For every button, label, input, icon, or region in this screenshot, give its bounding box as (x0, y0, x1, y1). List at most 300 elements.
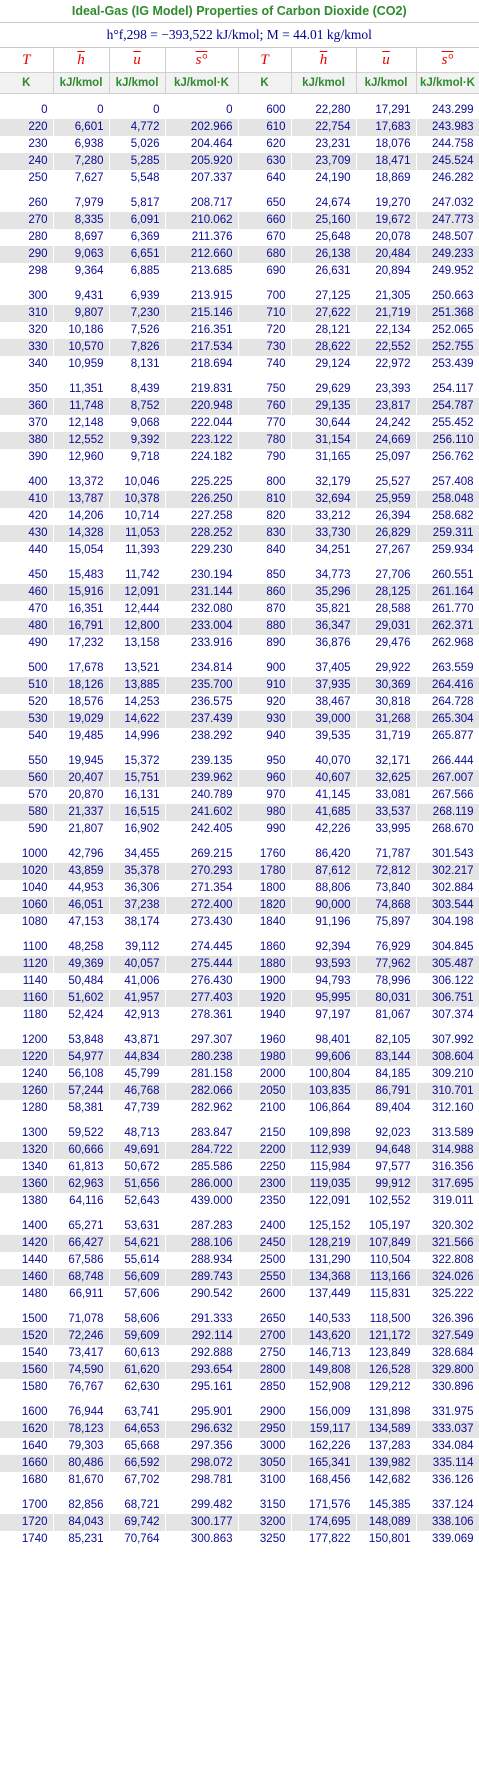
enthalpy-cell: 62,963 (53, 1176, 109, 1193)
enthalpy-cell: 46,051 (53, 897, 109, 914)
internal-energy-cell-2: 72,812 (356, 863, 416, 880)
table-row (0, 863, 479, 880)
table-row (0, 1379, 479, 1396)
internal-energy-cell: 11,393 (109, 542, 165, 559)
separator-cell (0, 838, 479, 846)
entropy-cell-2: 243.299 (416, 102, 479, 119)
entropy-cell-2: 324.026 (416, 1269, 479, 1286)
temp-cell: 1560 (0, 1362, 53, 1379)
entropy-cell-2: 320.302 (416, 1218, 479, 1235)
enthalpy-cell-2: 32,694 (291, 491, 356, 508)
entropy-cell: 213.685 (165, 263, 238, 280)
enthalpy-cell-2: 119,035 (291, 1176, 356, 1193)
enthalpy-cell: 84,043 (53, 1514, 109, 1531)
temp-cell: 300 (0, 288, 53, 305)
temp-cell: 1060 (0, 897, 53, 914)
enthalpy-cell: 78,123 (53, 1421, 109, 1438)
entropy-cell: 216.351 (165, 322, 238, 339)
temp-cell-2: 2050 (238, 1083, 291, 1100)
unit-t-2: K (238, 73, 291, 94)
enthalpy-cell: 9,063 (53, 246, 109, 263)
temp-cell-2: 1940 (238, 1007, 291, 1024)
entropy-cell: 296.632 (165, 1421, 238, 1438)
internal-energy-cell-2: 23,817 (356, 398, 416, 415)
enthalpy-cell-2: 33,212 (291, 508, 356, 525)
internal-energy-cell-2: 17,291 (356, 102, 416, 119)
internal-energy-cell-2: 21,719 (356, 305, 416, 322)
temp-cell-2: 900 (238, 660, 291, 677)
internal-energy-cell: 42,913 (109, 1007, 165, 1024)
entropy-cell-2: 259.311 (416, 525, 479, 542)
enthalpy-cell-2: 22,280 (291, 102, 356, 119)
table-row (0, 821, 479, 838)
units-header-row (0, 73, 479, 94)
internal-energy-cell: 6,885 (109, 263, 165, 280)
temp-cell: 1620 (0, 1421, 53, 1438)
temp-cell: 510 (0, 677, 53, 694)
temp-cell-2: 670 (238, 229, 291, 246)
temp-cell: 1300 (0, 1125, 53, 1142)
enthalpy-cell: 9,431 (53, 288, 109, 305)
table-row (0, 1497, 479, 1514)
enthalpy-cell: 9,364 (53, 263, 109, 280)
enthalpy-cell-2: 41,685 (291, 804, 356, 821)
entropy-cell-2: 265.304 (416, 711, 479, 728)
internal-energy-cell-2: 126,528 (356, 1362, 416, 1379)
temp-cell-2: 2350 (238, 1193, 291, 1210)
temp-cell: 0 (0, 102, 53, 119)
entropy-cell: 212.660 (165, 246, 238, 263)
enthalpy-cell-2: 115,984 (291, 1159, 356, 1176)
internal-energy-cell: 14,996 (109, 728, 165, 745)
temp-cell-2: 3050 (238, 1455, 291, 1472)
enthalpy-cell-2: 38,467 (291, 694, 356, 711)
entropy-cell-2: 328.684 (416, 1345, 479, 1362)
unit-s: kJ/kmol·K (165, 73, 238, 94)
enthalpy-cell-2: 177,822 (291, 1531, 356, 1548)
internal-energy-cell: 5,817 (109, 195, 165, 212)
entropy-cell-2: 338.106 (416, 1514, 479, 1531)
block-separator (0, 931, 479, 939)
internal-energy-cell-2: 107,849 (356, 1235, 416, 1252)
entropy-cell: 297.307 (165, 1032, 238, 1049)
enthalpy-cell-2: 34,773 (291, 567, 356, 584)
separator-cell (0, 1024, 479, 1032)
internal-energy-cell: 37,238 (109, 897, 165, 914)
enthalpy-cell: 67,586 (53, 1252, 109, 1269)
internal-energy-cell: 47,739 (109, 1100, 165, 1117)
internal-energy-cell: 59,609 (109, 1328, 165, 1345)
internal-energy-cell-2: 20,484 (356, 246, 416, 263)
temp-cell: 1380 (0, 1193, 53, 1210)
entropy-cell-2: 308.604 (416, 1049, 479, 1066)
internal-energy-cell-2: 21,305 (356, 288, 416, 305)
temp-cell-2: 720 (238, 322, 291, 339)
temp-cell: 1260 (0, 1083, 53, 1100)
temp-cell-2: 2950 (238, 1421, 291, 1438)
temp-cell-2: 760 (238, 398, 291, 415)
entropy-cell: 231.144 (165, 584, 238, 601)
enthalpy-cell: 50,484 (53, 973, 109, 990)
enthalpy-cell: 19,029 (53, 711, 109, 728)
internal-energy-cell: 13,521 (109, 660, 165, 677)
entropy-cell: 224.182 (165, 449, 238, 466)
temp-cell: 270 (0, 212, 53, 229)
enthalpy-cell-2: 25,160 (291, 212, 356, 229)
enthalpy-cell: 6,601 (53, 119, 109, 136)
entropy-cell: 270.293 (165, 863, 238, 880)
internal-energy-cell: 6,369 (109, 229, 165, 246)
entropy-cell-2: 334.084 (416, 1438, 479, 1455)
entropy-cell-2: 261.770 (416, 601, 479, 618)
internal-energy-cell-2: 129,212 (356, 1379, 416, 1396)
unit-u: kJ/kmol (109, 73, 165, 94)
entropy-cell: 208.717 (165, 195, 238, 212)
table-row (0, 1032, 479, 1049)
entropy-cell: 237.439 (165, 711, 238, 728)
internal-energy-cell-2: 148,089 (356, 1514, 416, 1531)
internal-energy-cell-2: 23,393 (356, 381, 416, 398)
internal-energy-cell: 67,702 (109, 1472, 165, 1489)
table-row (0, 1125, 479, 1142)
title-row (0, 0, 479, 23)
separator-cell (0, 931, 479, 939)
block-separator (0, 1024, 479, 1032)
internal-energy-cell-2: 113,166 (356, 1269, 416, 1286)
internal-energy-cell-2: 25,527 (356, 474, 416, 491)
table-row (0, 339, 479, 356)
temp-cell-2: 790 (238, 449, 291, 466)
entropy-cell: 299.482 (165, 1497, 238, 1514)
enthalpy-cell-2: 36,347 (291, 618, 356, 635)
col-header-t: T (0, 48, 53, 73)
internal-energy-cell-2: 118,500 (356, 1311, 416, 1328)
enthalpy-cell-2: 95,995 (291, 990, 356, 1007)
enthalpy-cell: 56,108 (53, 1066, 109, 1083)
enthalpy-cell: 7,979 (53, 195, 109, 212)
separator-cell (0, 1489, 479, 1497)
entropy-cell: 439.000 (165, 1193, 238, 1210)
internal-energy-cell-2: 105,197 (356, 1218, 416, 1235)
table-row (0, 618, 479, 635)
internal-energy-cell-2: 30,818 (356, 694, 416, 711)
internal-energy-cell-2: 20,894 (356, 263, 416, 280)
internal-energy-cell-2: 27,267 (356, 542, 416, 559)
internal-energy-cell: 43,871 (109, 1032, 165, 1049)
internal-energy-cell: 41,957 (109, 990, 165, 1007)
enthalpy-cell: 12,552 (53, 432, 109, 449)
table-row (0, 1235, 479, 1252)
table-row (0, 1311, 479, 1328)
subtitle-row (0, 23, 479, 48)
enthalpy-cell-2: 159,117 (291, 1421, 356, 1438)
temp-cell: 1040 (0, 880, 53, 897)
entropy-cell: 233.916 (165, 635, 238, 652)
internal-energy-cell-2: 102,552 (356, 1193, 416, 1210)
enthalpy-cell: 18,126 (53, 677, 109, 694)
temp-cell: 1640 (0, 1438, 53, 1455)
enthalpy-cell-2: 98,401 (291, 1032, 356, 1049)
temp-cell: 480 (0, 618, 53, 635)
internal-energy-cell-2: 142,682 (356, 1472, 416, 1489)
enthalpy-cell: 7,627 (53, 170, 109, 187)
internal-energy-cell: 7,526 (109, 322, 165, 339)
table-row (0, 584, 479, 601)
enthalpy-cell-2: 93,593 (291, 956, 356, 973)
enthalpy-cell-2: 128,219 (291, 1235, 356, 1252)
enthalpy-cell: 12,960 (53, 449, 109, 466)
enthalpy-cell-2: 40,607 (291, 770, 356, 787)
table-row (0, 914, 479, 931)
internal-energy-cell: 40,057 (109, 956, 165, 973)
enthalpy-cell-2: 106,864 (291, 1100, 356, 1117)
entropy-cell-2: 266.444 (416, 753, 479, 770)
col-header-s: s° (165, 48, 238, 73)
entropy-cell: 229.230 (165, 542, 238, 559)
entropy-cell: 291.333 (165, 1311, 238, 1328)
temp-cell-2: 710 (238, 305, 291, 322)
enthalpy-cell-2: 31,154 (291, 432, 356, 449)
enthalpy-cell: 16,791 (53, 618, 109, 635)
entropy-cell-2: 304.198 (416, 914, 479, 931)
entropy-cell-2: 321.566 (416, 1235, 479, 1252)
enthalpy-cell-2: 171,576 (291, 1497, 356, 1514)
entropy-cell-2: 268.670 (416, 821, 479, 838)
temp-cell-2: 950 (238, 753, 291, 770)
block-separator (0, 559, 479, 567)
entropy-cell: 218.694 (165, 356, 238, 373)
table-row (0, 229, 479, 246)
temp-cell: 420 (0, 508, 53, 525)
entropy-cell-2: 337.124 (416, 1497, 479, 1514)
unit-t: K (0, 73, 53, 94)
temp-cell: 590 (0, 821, 53, 838)
enthalpy-cell: 48,258 (53, 939, 109, 956)
entropy-cell: 288.106 (165, 1235, 238, 1252)
enthalpy-cell: 80,486 (53, 1455, 109, 1472)
internal-energy-cell-2: 26,394 (356, 508, 416, 525)
internal-energy-cell: 13,885 (109, 677, 165, 694)
block-separator (0, 1210, 479, 1218)
enthalpy-cell-2: 24,190 (291, 170, 356, 187)
table-row (0, 1049, 479, 1066)
temp-cell: 1480 (0, 1286, 53, 1303)
table-row (0, 1252, 479, 1269)
enthalpy-cell: 0 (53, 102, 109, 119)
entropy-cell: 236.575 (165, 694, 238, 711)
internal-energy-cell-2: 24,669 (356, 432, 416, 449)
enthalpy-cell: 15,054 (53, 542, 109, 559)
temp-cell: 500 (0, 660, 53, 677)
entropy-cell-2: 312.160 (416, 1100, 479, 1117)
enthalpy-cell-2: 23,231 (291, 136, 356, 153)
internal-energy-cell-2: 33,081 (356, 787, 416, 804)
enthalpy-cell-2: 32,179 (291, 474, 356, 491)
entropy-cell-2: 310.701 (416, 1083, 479, 1100)
temp-cell: 340 (0, 356, 53, 373)
temp-cell-2: 2850 (238, 1379, 291, 1396)
enthalpy-cell: 65,271 (53, 1218, 109, 1235)
temp-cell: 1460 (0, 1269, 53, 1286)
table-row (0, 1421, 479, 1438)
internal-energy-cell: 9,068 (109, 415, 165, 432)
internal-energy-cell-2: 121,172 (356, 1328, 416, 1345)
table-row (0, 119, 479, 136)
enthalpy-cell-2: 28,622 (291, 339, 356, 356)
entropy-cell-2: 249.952 (416, 263, 479, 280)
temp-cell-2: 680 (238, 246, 291, 263)
internal-energy-cell-2: 29,031 (356, 618, 416, 635)
temp-cell: 380 (0, 432, 53, 449)
entropy-cell-2: 247.773 (416, 212, 479, 229)
temp-cell: 1100 (0, 939, 53, 956)
enthalpy-cell: 64,116 (53, 1193, 109, 1210)
table-row (0, 694, 479, 711)
entropy-cell: 202.966 (165, 119, 238, 136)
temp-cell-2: 740 (238, 356, 291, 373)
internal-energy-cell: 65,668 (109, 1438, 165, 1455)
temp-cell-2: 2150 (238, 1125, 291, 1142)
internal-energy-cell: 48,713 (109, 1125, 165, 1142)
temp-cell: 550 (0, 753, 53, 770)
entropy-cell: 219.831 (165, 381, 238, 398)
temp-cell: 1520 (0, 1328, 53, 1345)
enthalpy-cell-2: 88,806 (291, 880, 356, 897)
temp-cell: 1020 (0, 863, 53, 880)
enthalpy-cell-2: 100,804 (291, 1066, 356, 1083)
table-row (0, 508, 479, 525)
enthalpy-cell: 8,697 (53, 229, 109, 246)
internal-energy-cell: 8,752 (109, 398, 165, 415)
temp-cell-2: 2500 (238, 1252, 291, 1269)
temp-cell-2: 1780 (238, 863, 291, 880)
temp-cell: 1220 (0, 1049, 53, 1066)
internal-energy-cell: 51,656 (109, 1176, 165, 1193)
temp-cell: 330 (0, 339, 53, 356)
temp-cell: 560 (0, 770, 53, 787)
entropy-cell-2: 303.544 (416, 897, 479, 914)
block-separator (0, 1396, 479, 1404)
internal-energy-cell-2: 19,672 (356, 212, 416, 229)
table-row (0, 567, 479, 584)
internal-energy-cell-2: 18,076 (356, 136, 416, 153)
internal-energy-cell: 64,653 (109, 1421, 165, 1438)
entropy-cell-2: 252.755 (416, 339, 479, 356)
enthalpy-cell-2: 156,009 (291, 1404, 356, 1421)
temp-cell: 350 (0, 381, 53, 398)
table-row (0, 170, 479, 187)
entropy-cell: 223.122 (165, 432, 238, 449)
internal-energy-cell-2: 29,476 (356, 635, 416, 652)
enthalpy-cell: 18,576 (53, 694, 109, 711)
enthalpy-cell-2: 37,405 (291, 660, 356, 677)
entropy-cell: 235.700 (165, 677, 238, 694)
enthalpy-cell: 7,280 (53, 153, 109, 170)
internal-energy-cell: 45,799 (109, 1066, 165, 1083)
internal-energy-cell-2: 24,242 (356, 415, 416, 432)
internal-energy-cell-2: 75,897 (356, 914, 416, 931)
internal-energy-cell-2: 74,868 (356, 897, 416, 914)
temp-cell-2: 2550 (238, 1269, 291, 1286)
internal-energy-cell: 50,672 (109, 1159, 165, 1176)
separator-cell (0, 1210, 479, 1218)
temp-cell-2: 2400 (238, 1218, 291, 1235)
enthalpy-cell: 14,206 (53, 508, 109, 525)
entropy-cell: 0 (165, 102, 238, 119)
unit-s-2: kJ/kmol·K (416, 73, 479, 94)
col-header-s-2: s° (416, 48, 479, 73)
internal-energy-cell-2: 25,097 (356, 449, 416, 466)
internal-energy-cell: 70,764 (109, 1531, 165, 1548)
temp-cell: 520 (0, 694, 53, 711)
internal-energy-cell-2: 22,972 (356, 356, 416, 373)
entropy-cell: 225.225 (165, 474, 238, 491)
enthalpy-cell: 17,232 (53, 635, 109, 652)
block-separator (0, 745, 479, 753)
block-separator (0, 652, 479, 660)
entropy-cell-2: 247.032 (416, 195, 479, 212)
internal-energy-cell: 53,631 (109, 1218, 165, 1235)
temp-cell-2: 1980 (238, 1049, 291, 1066)
enthalpy-cell-2: 122,091 (291, 1193, 356, 1210)
enthalpy-cell-2: 90,000 (291, 897, 356, 914)
table-row (0, 939, 479, 956)
temp-cell-2: 2100 (238, 1100, 291, 1117)
entropy-cell: 215.146 (165, 305, 238, 322)
entropy-cell-2: 267.566 (416, 787, 479, 804)
temp-cell-2: 730 (238, 339, 291, 356)
enthalpy-cell: 13,787 (53, 491, 109, 508)
entropy-cell-2: 336.126 (416, 1472, 479, 1489)
temp-cell: 1320 (0, 1142, 53, 1159)
table-row (0, 1083, 479, 1100)
symbol-header-row (0, 48, 479, 73)
enthalpy-cell: 43,859 (53, 863, 109, 880)
temp-cell: 230 (0, 136, 53, 153)
temp-cell-2: 700 (238, 288, 291, 305)
enthalpy-cell: 85,231 (53, 1531, 109, 1548)
internal-energy-cell-2: 28,588 (356, 601, 416, 618)
internal-energy-cell-2: 20,078 (356, 229, 416, 246)
entropy-cell-2: 306.751 (416, 990, 479, 1007)
enthalpy-cell: 44,953 (53, 880, 109, 897)
temp-cell: 490 (0, 635, 53, 652)
table-row (0, 1269, 479, 1286)
table-row (0, 846, 479, 863)
temp-cell: 1440 (0, 1252, 53, 1269)
entropy-cell: 271.354 (165, 880, 238, 897)
entropy-cell: 284.722 (165, 1142, 238, 1159)
temp-cell: 470 (0, 601, 53, 618)
temp-cell-2: 910 (238, 677, 291, 694)
entropy-cell-2: 302.217 (416, 863, 479, 880)
entropy-cell-2: 252.065 (416, 322, 479, 339)
entropy-cell: 222.044 (165, 415, 238, 432)
enthalpy-cell: 58,381 (53, 1100, 109, 1117)
col-header-t-2: T (238, 48, 291, 73)
entropy-cell: 227.258 (165, 508, 238, 525)
separator-cell (0, 559, 479, 567)
internal-energy-cell-2: 97,577 (356, 1159, 416, 1176)
separator-cell (0, 1396, 479, 1404)
table-row (0, 787, 479, 804)
entropy-cell-2: 250.663 (416, 288, 479, 305)
enthalpy-cell: 74,590 (53, 1362, 109, 1379)
table-row (0, 542, 479, 559)
temp-cell: 1600 (0, 1404, 53, 1421)
entropy-cell: 280.238 (165, 1049, 238, 1066)
internal-energy-cell-2: 33,537 (356, 804, 416, 821)
